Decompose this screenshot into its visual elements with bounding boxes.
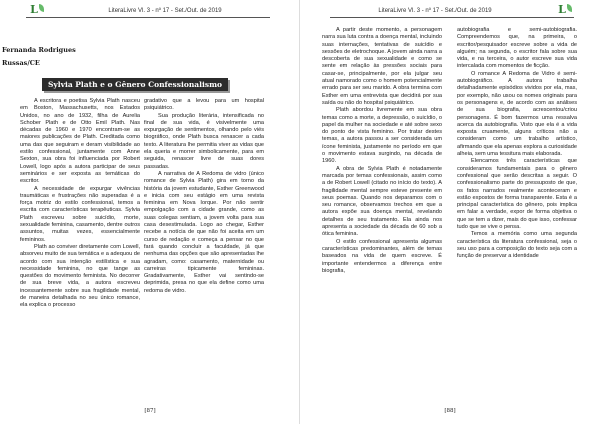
paragraph: A narrativa de A Redoma de vidro (único romance de Sylvia Plath) gira em torno da história da jovem estudante, Esther Greenwood e inicia com seu estágio em uma revista feminina em Nova Iorque. Por não sentir empolgação com a cidade grande, como as suas colegas sentiam, a jovem volta para sua casa desestimulada. Logo ao chegar, Esther recebe a notícia de que não foi aceita em um curso de redação e começa a pensar no que fará quando concluir a faculdade, já que nenhuma das opções que são apresentadas lhe agradam, como: casamento, maternidade ou carreiras tipicamente femininas. Gradativamente, Esther vai sentindo-se deprimida, presa no que ela define como uma redoma de vidro. — [144, 170, 264, 294]
paragraph: gradativo que a levou para um hospital psiquiátrico. — [144, 98, 264, 112]
logo-letter: L — [30, 3, 38, 16]
running-head: LiteraLivre Vl. 3 - nº 17 - Set./Out. de 2019 — [108, 8, 222, 14]
paragraph: Plath ao conviver diretamente com Lowell, absorveu muito de sua temática e a adequou de acordo com sua intenção estilística e sua necessidade feminina, no que tange as questões do movimento feminista. No decorrer de sua breve vida, a autora escreveu incessantemente sobre sua fragilidade mental, de maneira detalhada no seu único romance, ela explica o processo — [20, 243, 140, 309]
paragraph: Sua produção literária, intensificada no final de sua vida, é visivelmente uma expurgação de sentimentos, olhando pelo viés biográfico, onde Plath busca renascer a cada texto. A literatura lhe permitia viver as vidas que ela queria e morrer simbolicamente, para em seguida, renascer livre de suas dores passadas. — [144, 112, 264, 170]
paragraph: Elencamos três características que consideramos fundamentais para o gênero confessional que serão descritas a seguir. O confessionalismo parte do pressuposto de que, os fatos narrados realmente aconteceram e estão expostos de forma transparente. Esta é a principal característica do gênero, pois implica em falar a verdade, expor de forma objetiva o que se tem a dizer, mais do que isso, confessar tudo que se vive o pensa. — [457, 158, 577, 231]
paragraph: A escritora e poetisa Sylvia Plath nasceu em Boston, Massachusetts, nos Estados Unidos, no ano de 1932, filha de Aurelia Schober Plath e de Otto Emil Plath. Nas décadas de 1960 e 1970 encontram-se as maiores publicações de Plath. Creditada como uma das que seguiram e deram visibilidade ao estilo confessional, juntamente com Anne Sexton, sua obra foi influenciada por Robert Lowell, logo após a autora participar de seus seminários e ser exposta as temáticas do escritor. — [20, 98, 140, 185]
left-column-a — [20, 98, 140, 390]
paragraph: O estilo confessional apresenta algumas características predominantes, além de temas baseados na vida de quem escreve. É importante entendermos a diferença entre biografia, — [322, 238, 442, 274]
author-name: Fernanda Rodrigues — [2, 46, 76, 54]
header-rule — [330, 17, 574, 18]
running-head: LiteraLivre Vl. 3 - nº 17 - Set./Out. de 2019 — [378, 8, 492, 14]
right-page — [300, 0, 600, 424]
paragraph: autobiografia e semi-autobiografia. Compreendemos que, na primeira, o escritor/pesquisador escreve sobre a vida de alguém; na segunda, o escritor fala sobre sua vida, e na terceira, o autor escreve sua vida intercalada com momentos de ficção. — [457, 27, 577, 70]
author-location: Russas/CE — [2, 59, 40, 67]
header-rule — [26, 17, 270, 18]
article-title: Sylvia Plath e o Gênero Confessionalismo — [42, 78, 228, 91]
author-block — [2, 44, 76, 70]
right-column-b — [457, 27, 577, 397]
paragraph: A partir deste momento, a personagem narra sua luta contra a doença mental, incluindo suas internações, tentativas de suicídio e sessões de eletrochoque. A jovem ainda narra a descoberta de sua sexualidade e como se sente em relação às pressões sociais para casar-se, principalmente, por ela julgar seu atual namorado como o homem potencialmente errado para ser seu marido. A obra termina com Esther em uma entrevista que decidirá por sua saída ou não do hospital psiquiátrico. — [322, 27, 442, 106]
paragraph: A necessidade de expurgar vivências traumáticas e frustrações não superadas é a força motriz do estilo confessional, temos a escrita com características terapêuticas. Sylvia Plath escreveu sobre suicídio, morte, sexualidade feminina, casamento, dentre outros assuntos, muitas vezes, essencialmente femininos. — [20, 185, 140, 243]
page-number: [87] — [144, 408, 156, 414]
paragraph: A obra de Sylvia Plath é notadamente marcada por temas confessionais, assim como a de Robert Lowell (citado no início do texto). A fragilidade mental sempre esteve presente em seus poemas. Quando nos deparamos com o seu romance, observamos trechos em que a autora expõe sua doença mental, revelando detalhes de seu tratamento. Ela ainda nos apresenta a sociedade da década de 60 sob a ótica feminina. — [322, 165, 442, 238]
leaf-icon — [39, 4, 44, 12]
journal-logo — [20, 3, 54, 17]
right-column-a — [322, 27, 442, 397]
page-number: [88] — [444, 408, 456, 414]
left-column-b — [144, 98, 264, 390]
leaf-icon — [567, 4, 572, 12]
paragraph: Plath abordou livremente em sua obra temas como a morte, a depressão, o suicídio, o papel da mulher na sociedade e até sobre sexo do ponto de vista feminino. Por tratar destes temas, a autora passou a ser considerada um ícone feminista, justamente no período em que o movimento estava surgindo, na década de 1960. — [322, 107, 442, 165]
paragraph: Temos a memória como uma segunda característica da literatura confessional, seja o seu uso para a composição do texto seja com a função de preservar a identidade — [457, 231, 577, 260]
journal-logo — [548, 3, 582, 17]
logo-letter: L — [558, 3, 566, 16]
paragraph: O romance A Redoma de Vidro é semi-autobiográfico. A autora trabalha detalhadamente episódios vividos por ela, mas, por exemplo, não usou os nomes originais para os personagens e, de acordo com as análises de sua biografia, acrescentou/criou personagens. É bom fazermos uma ressalva acerca da autobiografia. Visto que ela é a vida exposta cruamente, alguns críticos não a consideram como um trabalho artístico, afirmando que ela apenas explora a curiosidade alheia, sem uma tessitura mais elaborada. — [457, 70, 577, 158]
